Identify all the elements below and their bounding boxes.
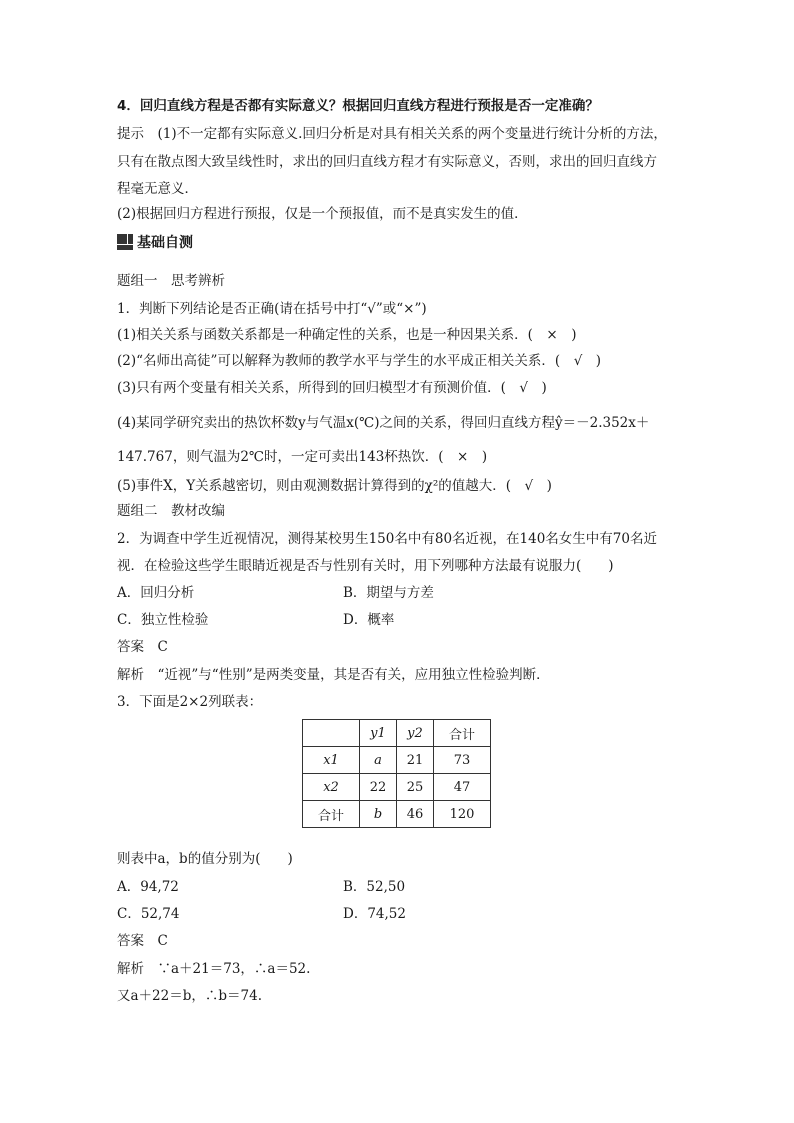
q1-item-4-line2: 147.767，则气温为2℃时，一定可卖出143杯热饮．( × ): [117, 449, 488, 465]
q4-hint-line4: (2)根据回归方程进行预报，仅是一个预报值，而不是真实发生的值．: [117, 206, 528, 222]
section-title: 基础自测: [137, 235, 193, 251]
table-cell: x2: [303, 774, 360, 801]
q3-analysis-line2: 又a＋22＝b，∴b＝74.: [117, 988, 262, 1004]
section-square-icon: [117, 234, 133, 250]
q3-answer: 答案 C: [117, 933, 168, 949]
table-cell: 合计: [303, 801, 360, 828]
q4-hint-line2: 只有在散点图大致呈线性时，求出的回归直线方程才有实际意义，否则，求出的回归直线方: [117, 154, 657, 170]
q1-stem: 1．判断下列结论是否正确(请在括号中打“√”或“×”): [117, 301, 427, 317]
table-row: [303, 774, 491, 801]
q2-line1: 2．为调查中学生近视情况，测得某校男生150名中有80名近视，在140名女生中有70名近: [117, 531, 657, 547]
table-header-row: [303, 720, 491, 747]
table-cell: 73: [433, 747, 490, 774]
table-cell: 合计: [433, 720, 490, 747]
table-cell: 22: [359, 774, 396, 801]
group1-title: 题组一 思考辨析: [117, 273, 225, 289]
q2-option-d: D．概率: [343, 612, 395, 628]
table-cell: [303, 720, 360, 747]
q3-option-d: D．74,52: [343, 906, 406, 922]
q1-item-2: (2)“名师出高徒”可以解释为教师的教学水平与学生的水平成正相关关系．( √ ): [117, 353, 602, 369]
q2-option-c: C．独立性检验: [117, 612, 209, 628]
q1-item-5: (5)事件X，Y关系越密切，则由观测数据计算得到的χ²的值越大．( √ ): [117, 478, 552, 494]
q2-analysis: 解析 “近视”与“性别”是两类变量，其是否有关，应用独立性检验判断．: [117, 667, 550, 683]
contingency-table: [302, 719, 491, 828]
group2-title: 题组二 教材改编: [117, 503, 225, 519]
q3-option-c: C．52,74: [117, 906, 180, 922]
q2-option-a: A．回归分析: [117, 585, 195, 601]
table-row: [303, 801, 491, 828]
q1-item-3: (3)只有两个变量有相关关系，所得到的回归模型才有预测价值．( √ ): [117, 380, 547, 396]
table-cell: 46: [396, 801, 433, 828]
q2-option-b: B．期望与方差: [343, 585, 434, 601]
q4-question: 4．回归直线方程是否都有实际意义？根据回归直线方程进行预报是否一定准确？: [117, 98, 599, 114]
q3-option-b: B．52,50: [343, 879, 406, 895]
q2-answer: 答案 C: [117, 639, 168, 655]
q4-hint-line3: 程毫无意义．: [117, 181, 198, 197]
table-cell: y1: [359, 720, 396, 747]
q2-line2: 视．在检验这些学生眼睛近视是否与性别有关时，用下列哪种方法最有说服力( ): [117, 558, 614, 574]
table-cell: 21: [396, 747, 433, 774]
q4-hint-line1: 提示 (1)不一定都有实际意义.回归分析是对具有相关关系的两个变量进行统计分析的方法，: [117, 126, 667, 142]
table-cell: 47: [433, 774, 490, 801]
q1-item-4-line1: (4)某同学研究卖出的热饮杯数y与气温x(℃)之间的关系，得回归直线方程ŷ＝－2.352x＋: [117, 415, 650, 431]
table-cell: a: [359, 747, 396, 774]
table-cell: x1: [303, 747, 360, 774]
q1-item-1: (1)相关关系与函数关系都是一种确定性的关系，也是一种因果关系．( × ): [117, 327, 577, 343]
table-row: [303, 747, 491, 774]
table-cell: 120: [433, 801, 490, 828]
q3-question: 则表中a，b的值分别为( ): [117, 851, 293, 867]
q3-stem: 3．下面是2×2列联表：: [117, 694, 263, 710]
table-cell: b: [359, 801, 396, 828]
q3-analysis-line1: 解析 ∵a＋21＝73，∴a＝52.: [117, 961, 311, 977]
table-cell: 25: [396, 774, 433, 801]
q3-option-a: A．94,72: [117, 879, 179, 895]
section-header: [117, 232, 193, 252]
table-cell: y2: [396, 720, 433, 747]
